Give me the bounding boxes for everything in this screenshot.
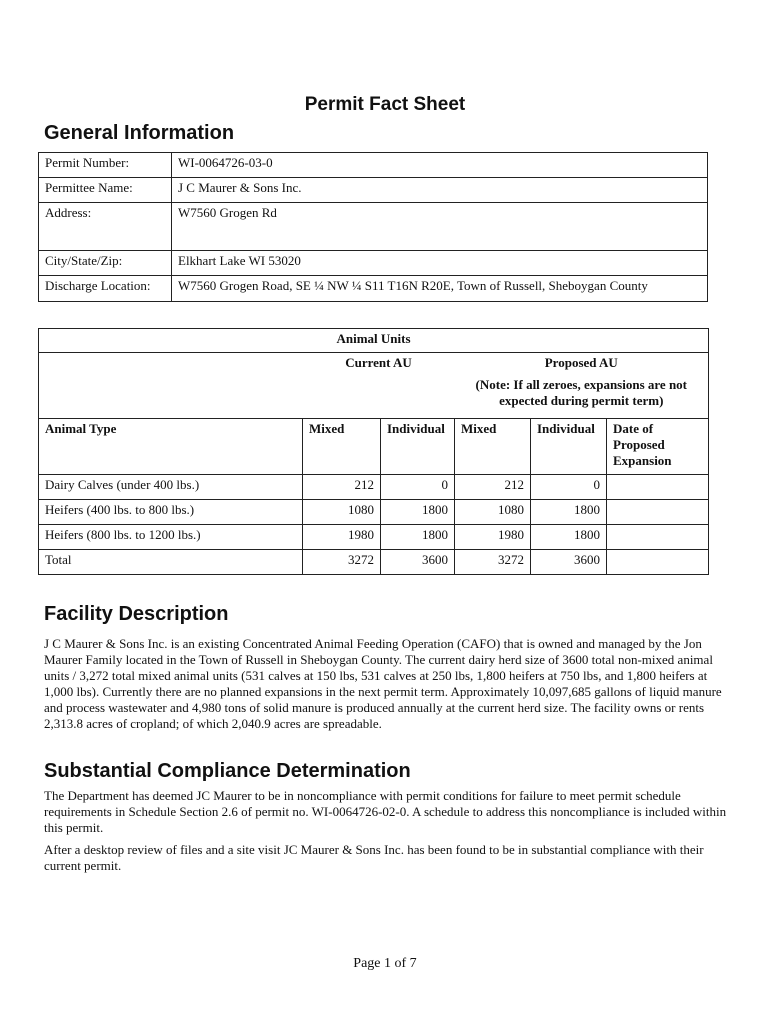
permit-number-value: WI-0064726-03-0 (172, 153, 708, 178)
general-information-heading: General Information (44, 122, 235, 144)
current-mixed-cell: 1980 (303, 525, 381, 550)
current-individual-cell: 0 (381, 475, 455, 500)
table-row (39, 178, 708, 203)
page-number: Page 1 of 7 (353, 956, 417, 971)
table-row (39, 500, 709, 525)
table-row (39, 153, 708, 178)
current-mixed-header: Mixed (303, 419, 381, 475)
animal-type-cell: Total (39, 550, 303, 575)
city-state-zip-label: City/State/Zip: (39, 251, 172, 276)
animal-type-cell: Heifers (800 lbs. to 1200 lbs.) (39, 525, 303, 550)
table-row (39, 251, 708, 276)
expansion-date-cell (607, 500, 709, 525)
animal-type-cell: Heifers (400 lbs. to 800 lbs.) (39, 500, 303, 525)
permittee-name-label: Permittee Name: (39, 178, 172, 203)
proposed-mixed-header: Mixed (455, 419, 531, 475)
expansion-date-cell (607, 475, 709, 500)
current-mixed-cell: 3272 (303, 550, 381, 575)
current-individual-cell: 3600 (381, 550, 455, 575)
table-row (39, 550, 709, 575)
city-state-zip-value: Elkhart Lake WI 53020 (172, 251, 708, 276)
animal-units-title: Animal Units (39, 329, 709, 353)
current-individual-cell: 1800 (381, 500, 455, 525)
compliance-heading: Substantial Compliance Determination (44, 760, 411, 782)
compliance-paragraph-1: The Department has deemed JC Maurer to be in noncompliance with permit conditions for failure to meet permit schedule requirements in Schedule Section 2.6 of permit no. WI-0064726-02-0. A schedule to address this noncompliance is included within this permit. (44, 788, 727, 835)
facility-description-text: J C Maurer & Sons Inc. is an existing Concentrated Animal Feeding Operation (CAFO) that is owned and managed by the Jon Maurer Family located in the Town of Russell in Sheboygan County. The current dairy herd size of 3600 total non-mixed animal units / 3,272 total mixed animal units (531 calves at 150 lbs, 531 calves at 250 lbs, 1,800 heifers at 750 lbs, and 1,800 heifers at 1,000 lbs). Currently there are no planned expansions in the next permit term. Approximately 10,097,685 gallons of liquid manure and process wastewater and 4,980 tons of solid manure is produced annually at the current herd size. The facility owns or rents 2,313.8 acres of cropland; of which 2,040.9 acres are spreadable. (44, 636, 722, 731)
expansion-date-cell (607, 550, 709, 575)
facility-description-heading: Facility Description (44, 603, 229, 625)
table-row (39, 203, 708, 251)
permit-number-label: Permit Number: (39, 153, 172, 178)
animal-units-table (38, 328, 709, 575)
expansion-date-cell (607, 525, 709, 550)
table-row (39, 525, 709, 550)
proposed-mixed-cell: 1980 (455, 525, 531, 550)
proposed-mixed-cell: 212 (455, 475, 531, 500)
animal-type-header: Animal Type (39, 419, 303, 475)
date-proposed-expansion-header: Date of Proposed Expansion (607, 419, 709, 475)
current-individual-header: Individual (381, 419, 455, 475)
current-mixed-cell: 212 (303, 475, 381, 500)
address-label: Address: (39, 203, 172, 251)
current-individual-cell: 1800 (381, 525, 455, 550)
permittee-name-value: J C Maurer & Sons Inc. (172, 178, 708, 203)
page-title: Permit Fact Sheet (304, 94, 466, 115)
current-au-header: Current AU (345, 355, 412, 370)
proposed-individual-header: Individual (531, 419, 607, 475)
proposed-individual-cell: 0 (531, 475, 607, 500)
proposed-individual-cell: 1800 (531, 500, 607, 525)
current-mixed-cell: 1080 (303, 500, 381, 525)
address-value: W7560 Grogen Rd (172, 203, 708, 251)
discharge-location-label: Discharge Location: (39, 276, 172, 302)
compliance-paragraph-2: After a desktop review of files and a site visit JC Maurer & Sons Inc. has been found to be in substantial compliance with their current permit. (44, 842, 704, 873)
table-row (39, 475, 709, 500)
proposed-mixed-cell: 3272 (455, 550, 531, 575)
animal-type-cell: Dairy Calves (under 400 lbs.) (39, 475, 303, 500)
proposed-mixed-cell: 1080 (455, 500, 531, 525)
proposed-au-header: Proposed AU (Note: If all zeroes, expansions are not expected during permit term) (455, 353, 709, 419)
discharge-location-value: W7560 Grogen Road, SE ¼ NW ¼ S11 T16N R20E, Town of Russell, Sheboygan County (172, 276, 708, 302)
table-row (39, 276, 708, 302)
general-information-table (38, 152, 708, 302)
proposed-au-note: (Note: If all zeroes, expansions are not expected during permit term) (475, 377, 687, 408)
proposed-individual-cell: 1800 (531, 525, 607, 550)
proposed-individual-cell: 3600 (531, 550, 607, 575)
